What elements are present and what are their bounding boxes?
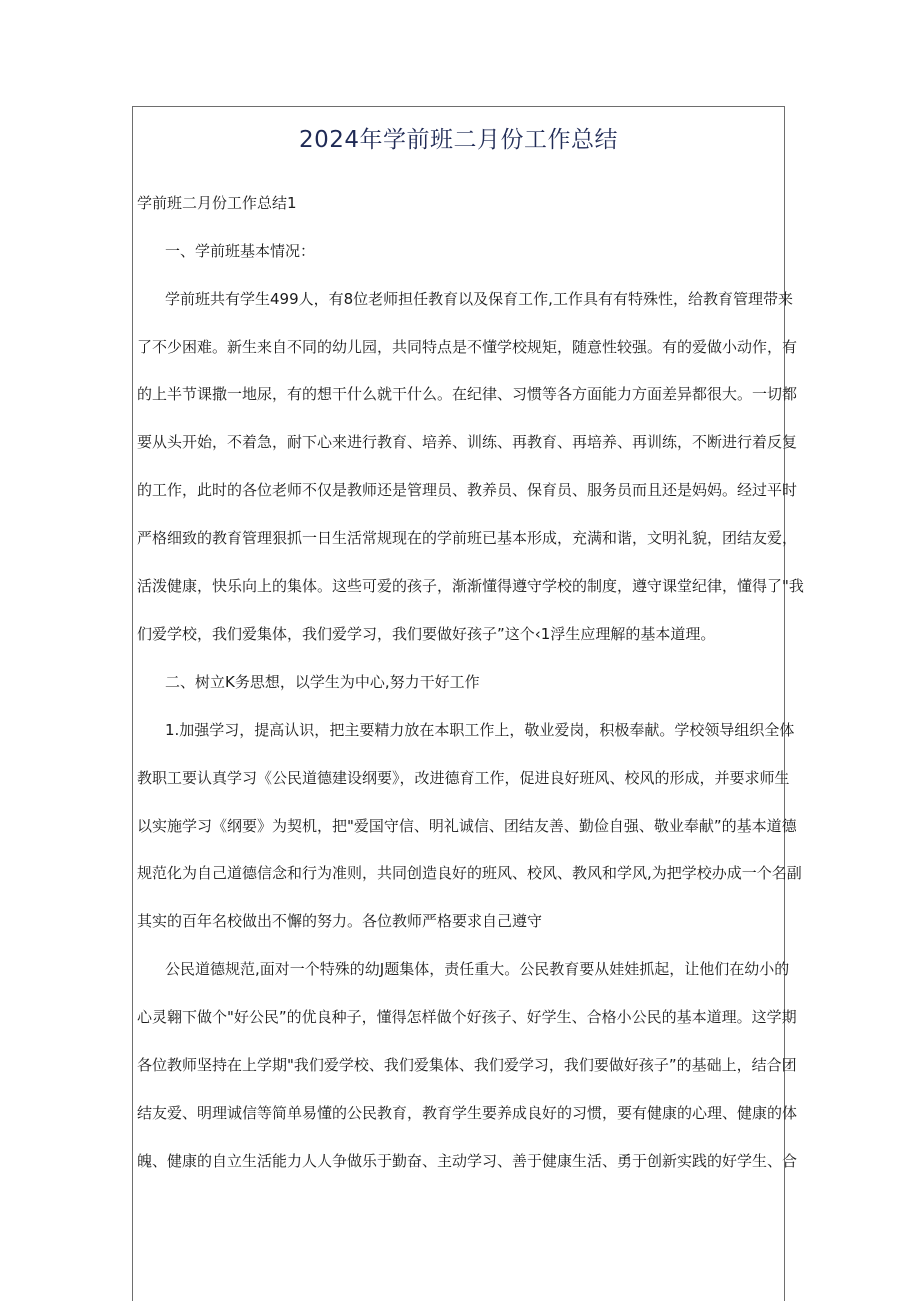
paragraph-line: 了不少困难。新生来自不同的幼儿园，共同特点是不懂学校规矩，随意性较强。有的爱做小动作，有 bbox=[137, 338, 798, 356]
paragraph-line: 要从头开始，不着急，耐下心来进行教育、培养、训练、再教育、再培养、再训练，不断进行着反复 bbox=[137, 433, 798, 451]
section-heading: 二、树立K务思想，以学生为中心,努力干好工作 bbox=[165, 673, 480, 691]
paragraph-line: 公民道德规范,面对一个特殊的幼J题集体，责任重大。公民教育要从娃娃抓起，让他们在幼小的 bbox=[165, 960, 790, 978]
paragraph-line: 规范化为自己道德信念和行为准则，共同创造良好的班风、校风、教风和学风,为把学校办成一个名副 bbox=[137, 864, 802, 882]
paragraph-line: 各位教师坚持在上学期"我们爱学校、我们爱集体、我们爱学习，我们要做好孩子”的基础上，结合团 bbox=[137, 1056, 797, 1074]
paragraph-line: 的工作，此时的各位老师不仅是教师还是管理员、教养员、保育员、服务员而且还是妈妈。经过平时 bbox=[137, 481, 798, 499]
paragraph-line: 活泼健康，快乐向上的集体。这些可爱的孩子，渐渐懂得遵守学校的制度，遵守课堂纪律，懂得了"我 bbox=[137, 577, 804, 595]
paragraph-line: 严格细致的教育管理狠抓一日生活常规现在的学前班已基本形成，充满和谐，文明礼貌，团结友爱， bbox=[137, 529, 798, 547]
paragraph-line: 魄、健康的自立生活能力人人争做乐于勤奋、主动学习、善于健康生活、勇于创新实践的好学生、合 bbox=[137, 1152, 798, 1170]
document-subtitle: 学前班二月份工作总结1 bbox=[137, 194, 297, 212]
paragraph-line: 以实施学习《纲要》为契机，把"爱国守信、明礼诚信、团结友善、勤俭自强、敬业奉献”的基本道德 bbox=[137, 817, 797, 835]
paragraph-line: 其实的百年名校做出不懈的努力。各位教师严格要求自己遵守 bbox=[137, 912, 543, 930]
paragraph-line: 们爱学校，我们爱集体，我们爱学习，我们要做好孩子”这个‹1浮生应理解的基本道理。 bbox=[137, 625, 716, 643]
paragraph-line: 心灵翱下做个"好公民”的优良种子，懂得怎样做个好孩子、好学生、合格小公民的基本道理。这学期 bbox=[137, 1008, 797, 1026]
paragraph-line: 教职工要认真学习《公民道德建设纲要》，改进德育工作，促进良好班风、校风的形成，并要求师生 bbox=[137, 769, 790, 787]
paragraph-line: 1.加强学习，提高认识，把主要精力放在本职工作上，敬业爱岗，积极奉献。学校领导组织全体 bbox=[165, 721, 795, 739]
paragraph-line: 的上半节课撒一地尿，有的想干什么就干什么。在纪律、习惯等各方面能力方面差异都很大。一切都 bbox=[137, 385, 798, 403]
paragraph-line: 结友爱、明理诚信等简单易懂的公民教育，教育学生要养成良好的习惯，要有健康的心理、健康的体 bbox=[137, 1104, 798, 1122]
section-heading: 一、学前班基本情况： bbox=[165, 242, 316, 260]
document-title: 2024年学前班二月份工作总结 bbox=[298, 127, 619, 153]
document-page bbox=[132, 106, 804, 1301]
paragraph-line: 学前班共有学生499人，有8位老师担任教育以及保育工作,工作具有有特殊性，给教育管理带来 bbox=[165, 290, 793, 308]
